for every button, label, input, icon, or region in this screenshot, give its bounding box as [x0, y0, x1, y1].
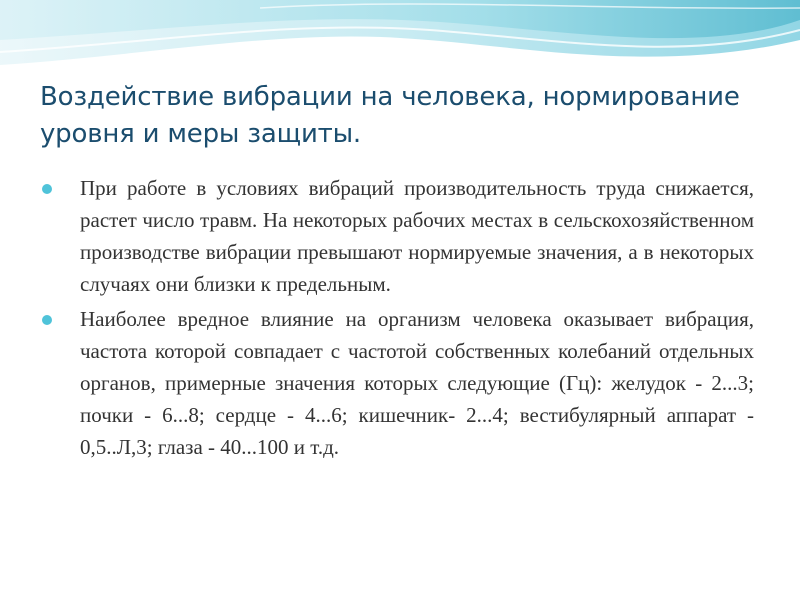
bullet-list: [42, 172, 754, 466]
bullet-text: При работе в условиях вибраций производительность труда снижается, растет число травм. На некоторых рабочих местах в сельскохозяйственном производстве вибрации превышают нормируемые значения, а в некоторых случаях они близки к предельным.: [80, 176, 754, 296]
bullet-text: Наиболее вредное влияние на организм человека оказывает вибрация, частота которой совпадает с частотой собственных колебаний отдельных органов, примерные значения которых следующие (Гц): желудок - 2...3; почки - 6...8; сердце - 4...6; кишечник- 2...4; вестибулярный аппарат - 0,5..Л,3; глаза - 40...100 и т.д.: [80, 307, 754, 459]
bullet-dot-icon: [42, 315, 52, 325]
bullet-item: [42, 172, 754, 300]
slide-title: Воздействие вибрации на человека, нормирование уровня и меры защиты.: [40, 82, 740, 149]
bullet-item: [42, 303, 754, 463]
bullet-dot-icon: [42, 184, 52, 194]
